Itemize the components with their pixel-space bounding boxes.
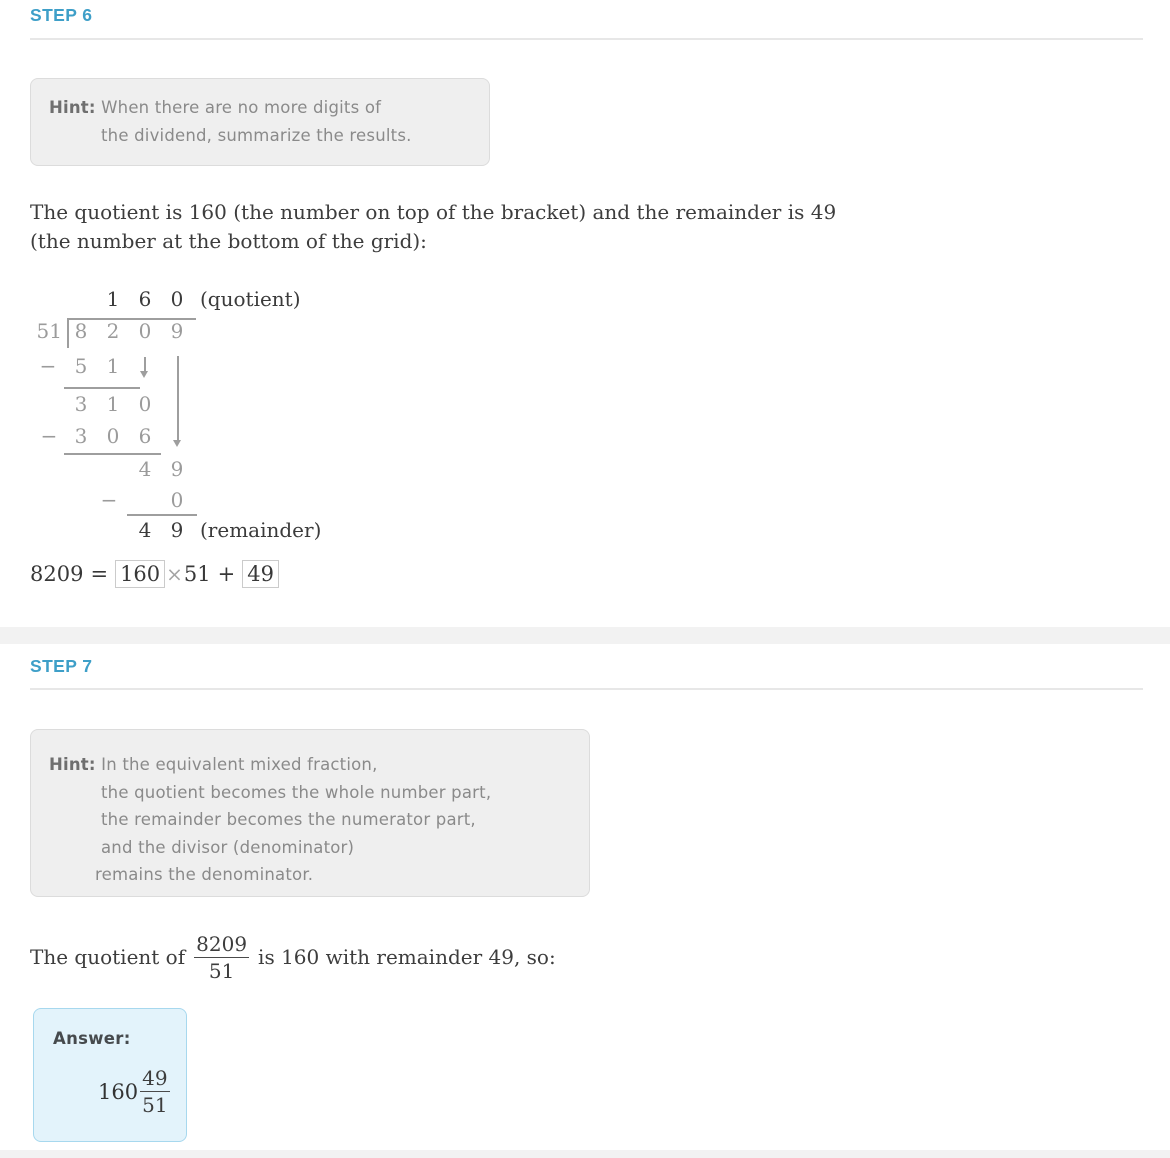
hint-line xyxy=(49,94,471,122)
mixed-fraction-numerator: 49 xyxy=(142,1066,168,1090)
plus-sign: + xyxy=(217,562,236,586)
mixed-number-fraction xyxy=(140,1067,169,1116)
final-remainder-digit: 9 xyxy=(170,518,184,542)
equation-divisor: 51 xyxy=(183,562,211,586)
section-divider-band xyxy=(0,627,1170,644)
subtraction-line xyxy=(127,514,197,516)
check-equation xyxy=(30,560,279,588)
fraction-numerator: 8209 xyxy=(196,931,248,956)
hint-line: the quotient becomes the whole number part, xyxy=(101,782,492,802)
answer-box xyxy=(33,1008,187,1142)
subtrahend-digit: 5 xyxy=(74,354,88,378)
dividend-digit: 0 xyxy=(138,319,152,343)
subtrahend-digit: 0 xyxy=(170,488,184,512)
bottom-divider-band xyxy=(0,1150,1170,1158)
hint-label: Hint: xyxy=(49,98,96,117)
hint-line xyxy=(49,751,571,779)
boxed-quotient-value: 160 xyxy=(115,560,165,588)
equation-lhs: 8209 xyxy=(30,562,84,586)
hint-line: the dividend, summarize the results. xyxy=(101,125,412,145)
minus-sign: − xyxy=(40,424,58,448)
intro-line: (the number at the bottom of the grid): xyxy=(30,229,427,253)
minus-sign: − xyxy=(100,488,118,512)
subtrahend-digit: 1 xyxy=(106,354,120,378)
inline-fraction xyxy=(194,933,249,982)
step6-rule xyxy=(30,38,1143,40)
bring-down-arrow-short-head xyxy=(140,371,148,378)
remainder-digit: 4 xyxy=(138,457,152,481)
step6-hint-box xyxy=(30,78,490,166)
quotient-digit: 0 xyxy=(170,287,184,311)
dividend-digit: 9 xyxy=(170,319,184,343)
final-remainder-digit: 4 xyxy=(138,518,152,542)
subtraction-line xyxy=(64,453,161,455)
quotient-digit: 6 xyxy=(138,287,152,311)
quotient-label: (quotient) xyxy=(200,287,301,311)
minus-sign: − xyxy=(39,354,57,378)
step7-rule xyxy=(30,688,1143,690)
remainder-digit: 9 xyxy=(170,457,184,481)
dividend-digit: 2 xyxy=(106,319,120,343)
remainder-digit: 1 xyxy=(106,392,120,416)
quotient-digit: 1 xyxy=(106,287,120,311)
mixed-number-answer xyxy=(98,1067,170,1116)
remainder-digit: 0 xyxy=(138,392,152,416)
times-sign: × xyxy=(166,562,183,586)
remainder-label: (remainder) xyxy=(200,518,322,542)
hint-text: When there are no more digits of xyxy=(101,98,382,117)
mixed-fraction-denominator: 51 xyxy=(142,1093,168,1117)
step7-header: STEP 7 xyxy=(30,656,93,676)
hint-text: In the equivalent mixed fraction, xyxy=(101,755,378,774)
equals-sign: = xyxy=(90,562,109,586)
hint-label: Hint: xyxy=(49,755,96,774)
bring-down-arrow-short xyxy=(144,357,146,372)
remainder-digit: 3 xyxy=(74,392,88,416)
long-division-grid xyxy=(0,283,430,561)
intro-line: The quotient is 160 (the number on top of the bracket) and the remainder is 49 xyxy=(30,200,837,224)
bring-down-arrow-long xyxy=(177,356,179,441)
subtrahend-digit: 3 xyxy=(74,424,88,448)
dividend-digit: 8 xyxy=(74,319,88,343)
mixed-number-whole: 160 xyxy=(98,1079,139,1104)
boxed-remainder-value: 49 xyxy=(242,560,279,588)
hint-line: the remainder becomes the numerator part, xyxy=(101,810,476,829)
divisor: 51 xyxy=(36,319,62,343)
hint-line: remains the denominator. xyxy=(95,865,314,884)
answer-label: Answer: xyxy=(53,1029,131,1048)
subtraction-line xyxy=(64,387,140,389)
subtrahend-digit: 6 xyxy=(138,424,152,448)
step6-intro xyxy=(30,198,836,256)
fraction-denominator: 51 xyxy=(208,958,235,983)
step6-header: STEP 6 xyxy=(30,5,93,25)
step7-hint-box xyxy=(30,729,590,897)
conclusion-suffix: is 160 with remainder 49, so: xyxy=(258,945,556,969)
division-bracket-vertical-line xyxy=(67,318,69,348)
conclusion-prefix: The quotient of xyxy=(30,945,186,969)
step7-conclusion xyxy=(30,924,556,990)
bring-down-arrow-long-head xyxy=(173,440,181,447)
subtrahend-digit: 0 xyxy=(106,424,120,448)
hint-line: and the divisor (denominator) xyxy=(101,837,355,857)
